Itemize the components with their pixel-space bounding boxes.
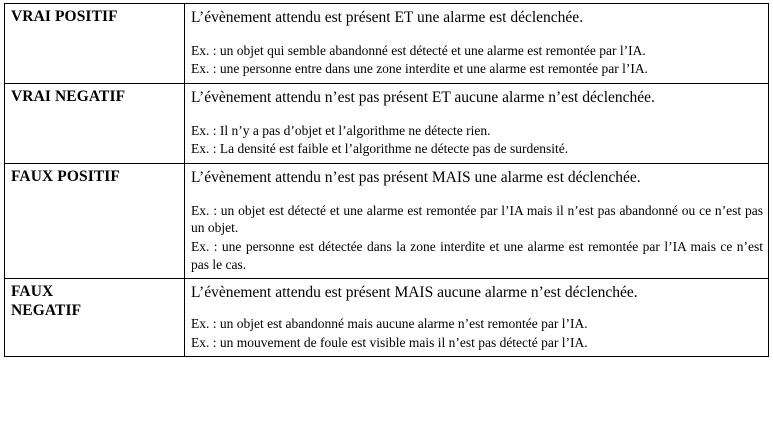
row-examples — [191, 42, 763, 78]
confusion-matrix-table — [4, 3, 769, 357]
row-label-line: VRAI NEGATIF — [11, 88, 126, 105]
row-statement: L’évènement attendu n’est pas présent MAIS une alarme est déclenchée. — [191, 169, 641, 186]
document-page — [0, 3, 773, 423]
row-example: Ex. : une personne entre dans une zone interdite et une alarme est remontée par l’IA. — [191, 61, 648, 77]
row-example: Ex. : un objet qui semble abandonné est détecté et une alarme est remontée par l’IA. — [191, 42, 646, 58]
row-label-line: FAUX POSITIF — [11, 168, 120, 185]
row-example: Ex. : La densité est faible et l’algorithme ne détecte pas de surdensité. — [191, 141, 569, 157]
row-description-vrai-negatif — [185, 84, 769, 164]
row-description-faux-negatif — [185, 279, 769, 357]
row-example: Ex. : Il n’y a pas d’objet et l’algorithme ne détecte rien. — [191, 122, 491, 138]
row-examples — [191, 122, 763, 158]
row-statement: L’évènement attendu n’est pas présent ET aucune alarme n’est déclenchée. — [191, 89, 655, 106]
table-row — [5, 84, 769, 164]
row-examples — [191, 202, 763, 273]
table-row — [5, 4, 769, 84]
table-row — [5, 164, 769, 279]
row-description-faux-positif — [185, 164, 769, 279]
row-label-faux-positif — [5, 164, 185, 279]
row-example: Ex. : un objet est abandonné mais aucune alarme n’est remontée par l’IA. — [191, 316, 588, 331]
row-statement: L’évènement attendu est présent ET une alarme est déclenchée. — [191, 9, 584, 26]
row-statement: L’évènement attendu est présent MAIS aucune alarme n’est déclenchée. — [191, 284, 638, 302]
row-label-line: FAUX — [11, 283, 54, 301]
row-label-vrai-negatif — [5, 84, 185, 164]
row-label-vrai-positif — [5, 4, 185, 84]
row-examples — [191, 315, 763, 351]
table-row — [5, 279, 769, 357]
row-label-faux-negatif — [5, 279, 185, 357]
row-label-line: VRAI POSITIF — [11, 8, 118, 25]
row-description-vrai-positif — [185, 4, 769, 84]
row-example: Ex. : un mouvement de foule est visible mais il n’est pas détecté par l’IA. — [191, 334, 588, 350]
row-example: Ex. : un objet est détecté et une alarme est remontée par l’IA mais il n’est pas abandonné ou ce n’est pas un objet. — [191, 202, 763, 236]
row-label-line: NEGATIF — [11, 302, 82, 320]
row-example: Ex. : une personne est détectée dans la zone interdite et une alarme est remontée par l’IA mais ce n’est pas le cas. — [191, 239, 763, 272]
